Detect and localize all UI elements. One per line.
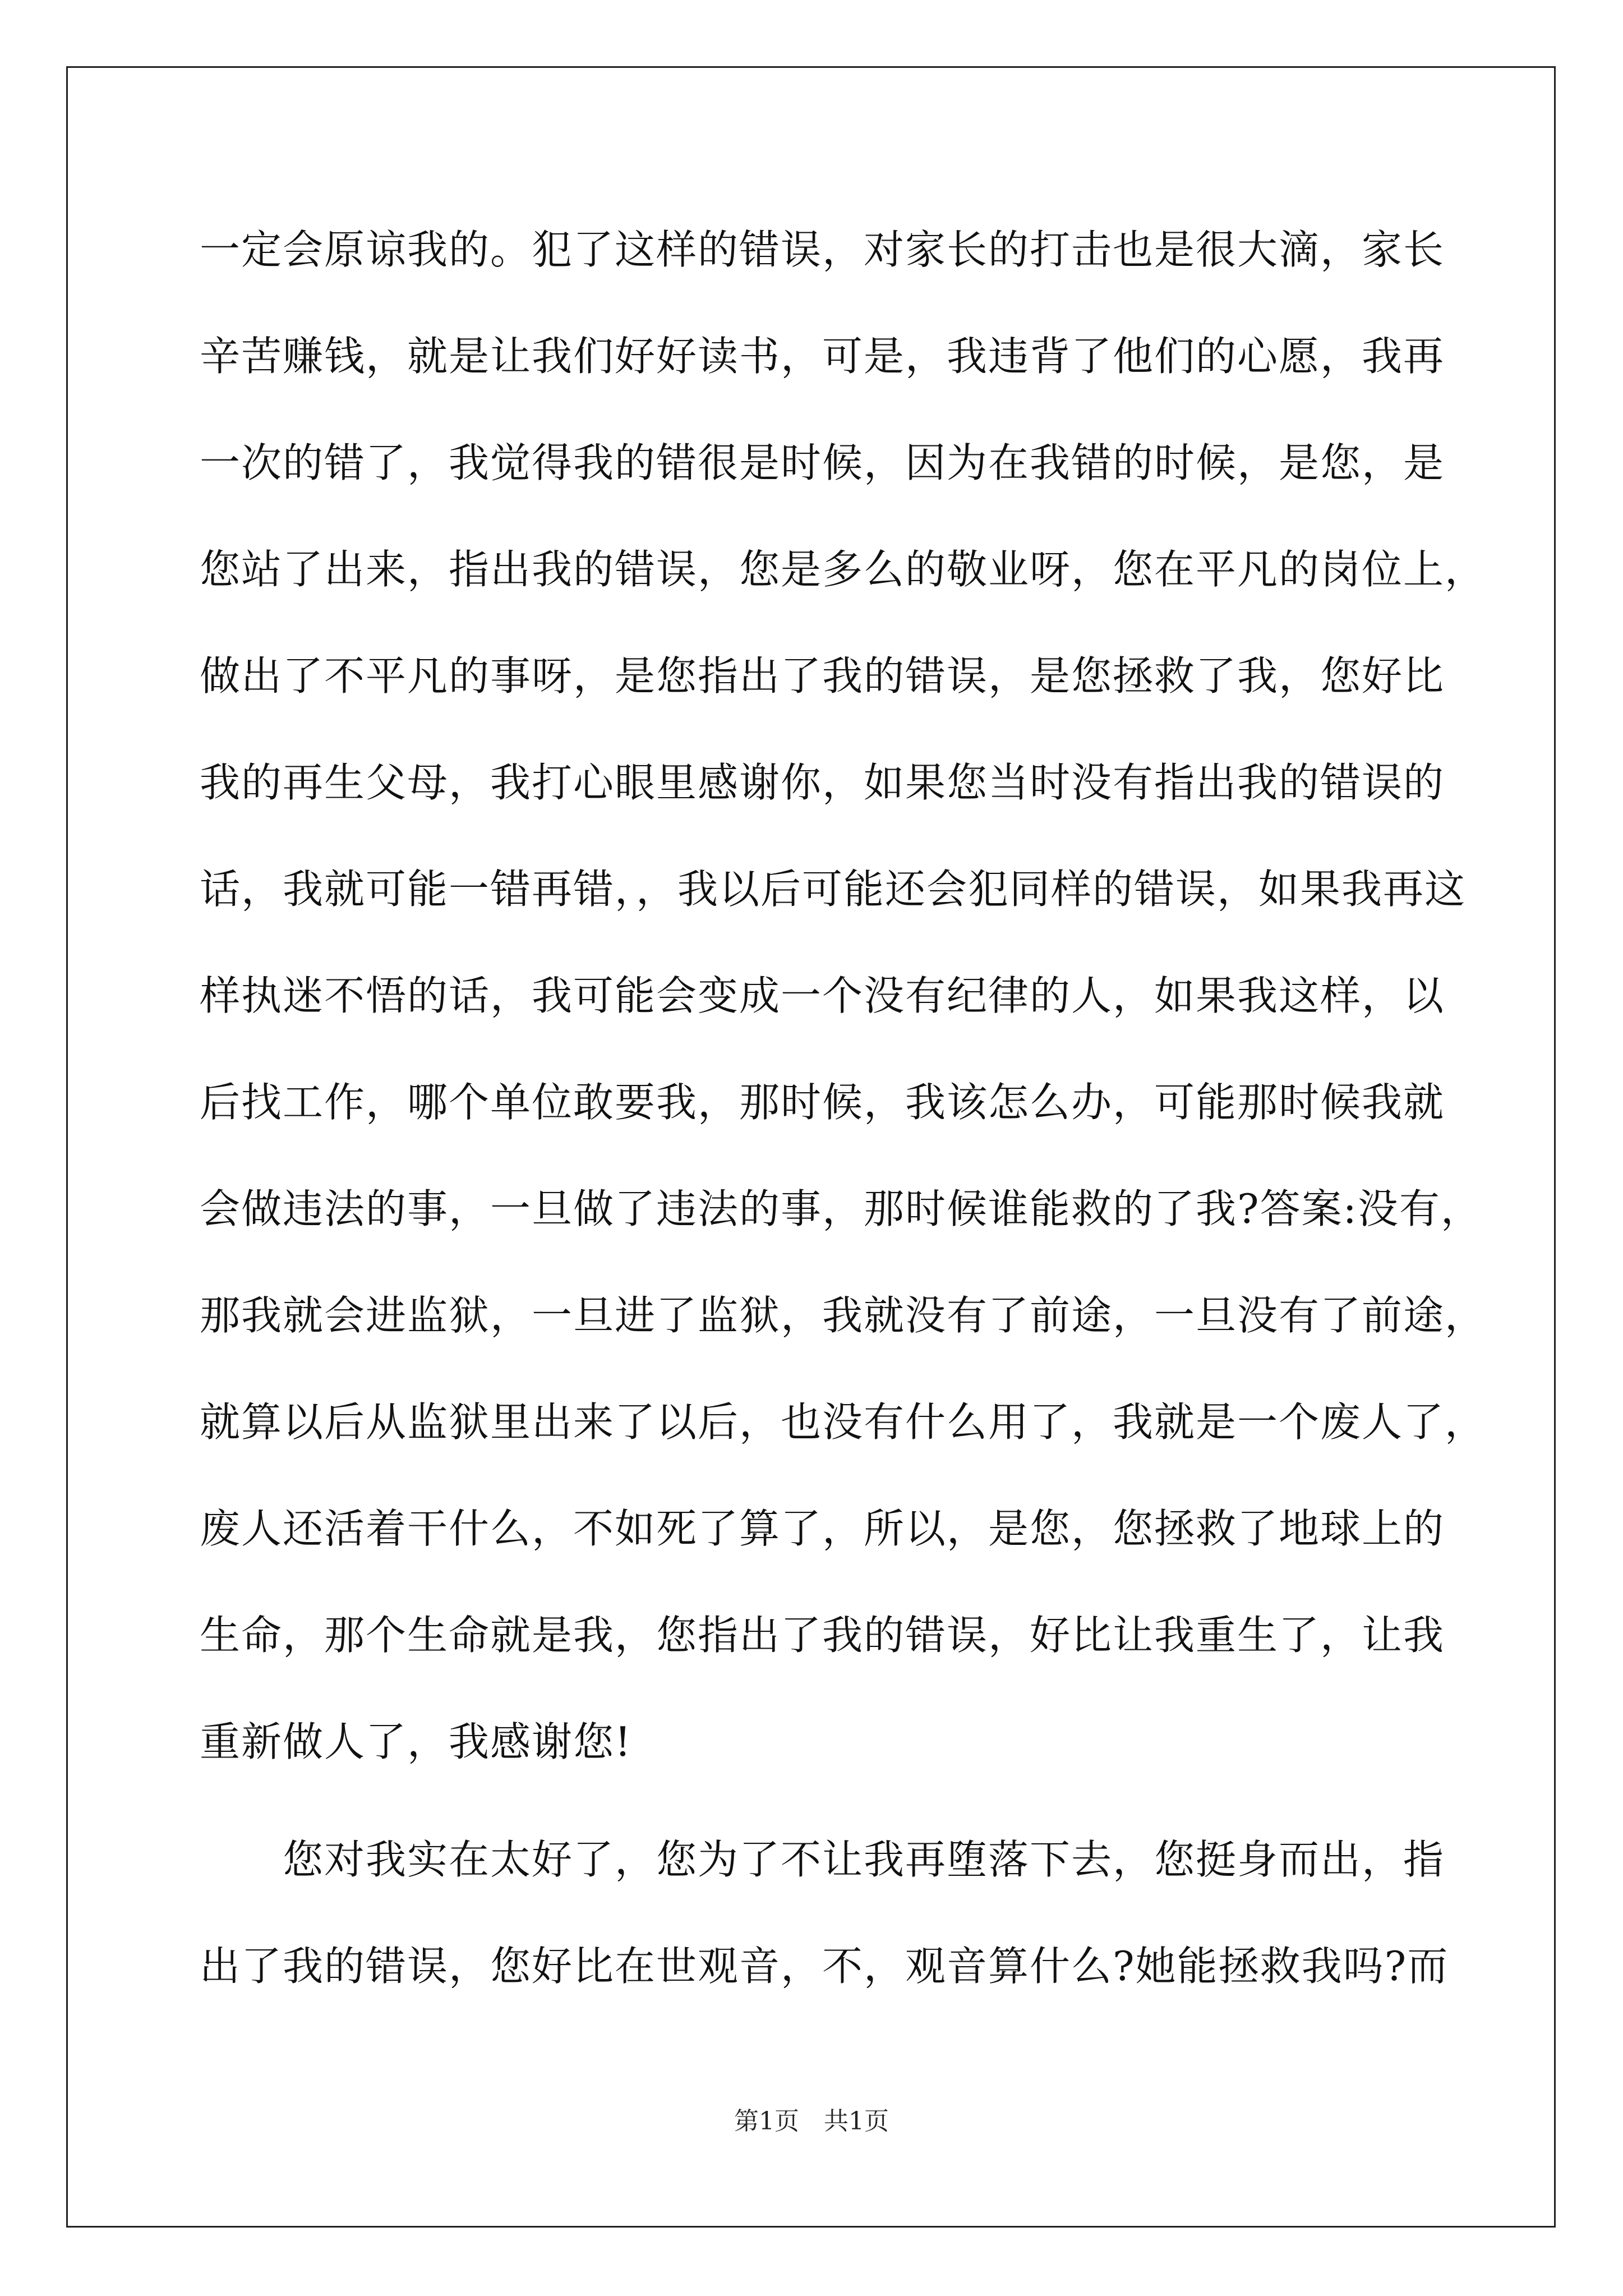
text-line: 您站了出来，指出我的错误，您是多么的敬业呀，您在平凡的岗位上， — [200, 546, 1487, 593]
text-line: 会做违法的事，一旦做了违法的事，那时候谁能救的了我?答案:没有， — [200, 1185, 1482, 1232]
text-line: 一次的错了，我觉得我的错很是时候，因为在我错的时候，是您，是 — [200, 439, 1445, 486]
text-line: 重新做人了，我感谢您! — [200, 1718, 632, 1765]
text-line: 话，我就可能一错再错，，我以后可能还会犯同样的错误，如果我再这 — [200, 866, 1467, 913]
text-line: 我的再生父母，我打心眼里感谢你，如果您当时没有指出我的错误的 — [200, 759, 1445, 806]
text-line: 辛苦赚钱，就是让我们好好读书，可是，我违背了他们的心愿，我再 — [200, 333, 1445, 380]
text-line: 后找工作，哪个单位敢要我，那时候，我该怎么办，可能那时候我就 — [200, 1079, 1445, 1126]
paragraph-start-line: 您对我实在太好了，您为了不让我再堕落下去，您挺身而出，指 — [200, 1836, 1445, 1883]
text-line: 一定会原谅我的。犯了这样的错误，对家长的打击也是很大滴，家长 — [200, 226, 1445, 273]
text-line: 那我就会进监狱，一旦进了监狱，我就没有了前途，一旦没有了前途， — [200, 1292, 1487, 1339]
page-number-footer: 第1页 共1页 — [734, 2107, 889, 2136]
text-line: 样执迷不悟的话，我可能会变成一个没有纪律的人，如果我这样，以 — [200, 972, 1445, 1019]
text-line: 出了我的错误，您好比在世观音，不，观音算什么?她能拯救我吗?而 — [200, 1943, 1449, 1990]
text-line: 做出了不平凡的事呀，是您指出了我的错误，是您拯救了我，您好比 — [200, 652, 1445, 700]
text-line: 就算以后从监狱里出来了以后，也没有什么用了，我就是一个废人了， — [200, 1398, 1487, 1446]
document-body — [200, 208, 1487, 2031]
text-line: 废人还活着干什么，不如死了算了，所以，是您，您拯救了地球上的 — [200, 1505, 1445, 1552]
text-line: 生命，那个生命就是我，您指出了我的错误，好比让我重生了，让我 — [200, 1612, 1445, 1659]
